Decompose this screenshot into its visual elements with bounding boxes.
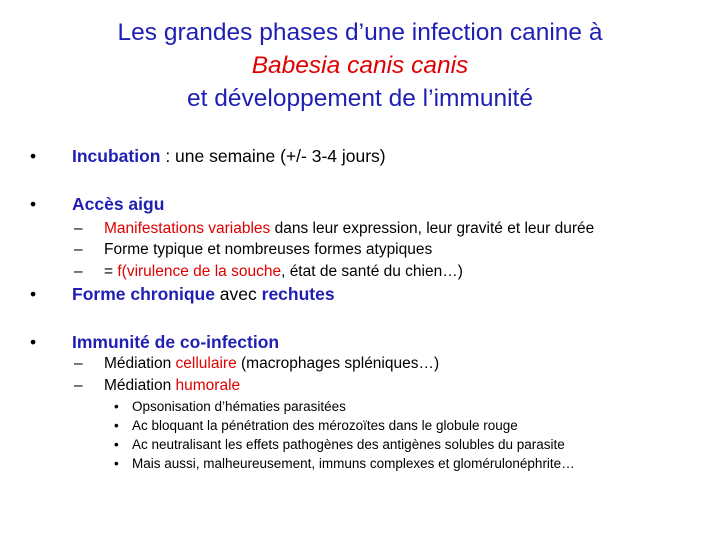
- small-bullet-marker: •: [114, 399, 119, 414]
- subsub-text: Opsonisation d’hématies parasitées: [132, 399, 346, 414]
- title-line-2-species: Babesia canis canis: [251, 52, 469, 79]
- small-bullet-marker: •: [114, 456, 119, 471]
- forme-typique-text: Forme typique et nombreuses formes atypiques: [104, 241, 433, 258]
- small-bullet-marker: •: [114, 418, 119, 433]
- chronique-term: Forme chronique: [72, 284, 215, 304]
- dash-marker: –: [74, 241, 83, 258]
- chronique-mid: avec: [214, 284, 262, 304]
- manifestations-text: dans leur expression, leur gravité et leur durée: [270, 220, 595, 237]
- title-line-3: et développement de l’immunité: [187, 85, 533, 112]
- mediation-prefix: Médiation: [104, 377, 176, 394]
- dash-marker: –: [74, 220, 83, 237]
- virulence-prefix: =: [104, 263, 118, 280]
- manifestations-highlight: Manifestations variables: [104, 220, 271, 237]
- incubation-text: : une semaine (+/- 3-4 jours): [160, 146, 386, 166]
- virulence-highlight: f(virulence de la souche: [117, 263, 282, 280]
- bullet-marker: •: [30, 332, 37, 352]
- incubation-term: Incubation: [72, 146, 161, 166]
- dash-marker: –: [74, 377, 83, 394]
- subsub-text: Ac bloquant la pénétration des mérozoïtes dans le globule rouge: [132, 418, 518, 433]
- immunite-term: Immunité de co-infection: [72, 332, 280, 352]
- title-line-1: Les grandes phases d’une infection canine à: [117, 19, 603, 46]
- virulence-text: , état de santé du chien…): [281, 263, 463, 280]
- rechutes-term: rechutes: [261, 284, 335, 304]
- cellulaire-highlight: cellulaire: [175, 355, 237, 372]
- humorale-highlight: humorale: [175, 377, 241, 394]
- bullet-marker: •: [30, 284, 37, 304]
- bullet-marker: •: [30, 146, 37, 166]
- acces-term: Accès aigu: [72, 194, 165, 214]
- cellulaire-text: (macrophages spléniques…): [236, 355, 440, 372]
- mediation-prefix: Médiation: [104, 355, 176, 372]
- slide-title: [0, 16, 720, 115]
- subsub-text: Mais aussi, malheureusement, immuns complexes et glomérulonéphrite…: [132, 456, 575, 471]
- small-bullet-marker: •: [114, 437, 119, 452]
- dash-marker: –: [74, 263, 83, 280]
- bullet-marker: •: [30, 194, 37, 214]
- dash-marker: –: [74, 355, 83, 372]
- subsub-text: Ac neutralisant les effets pathogènes des antigènes solubles du parasite: [132, 437, 565, 452]
